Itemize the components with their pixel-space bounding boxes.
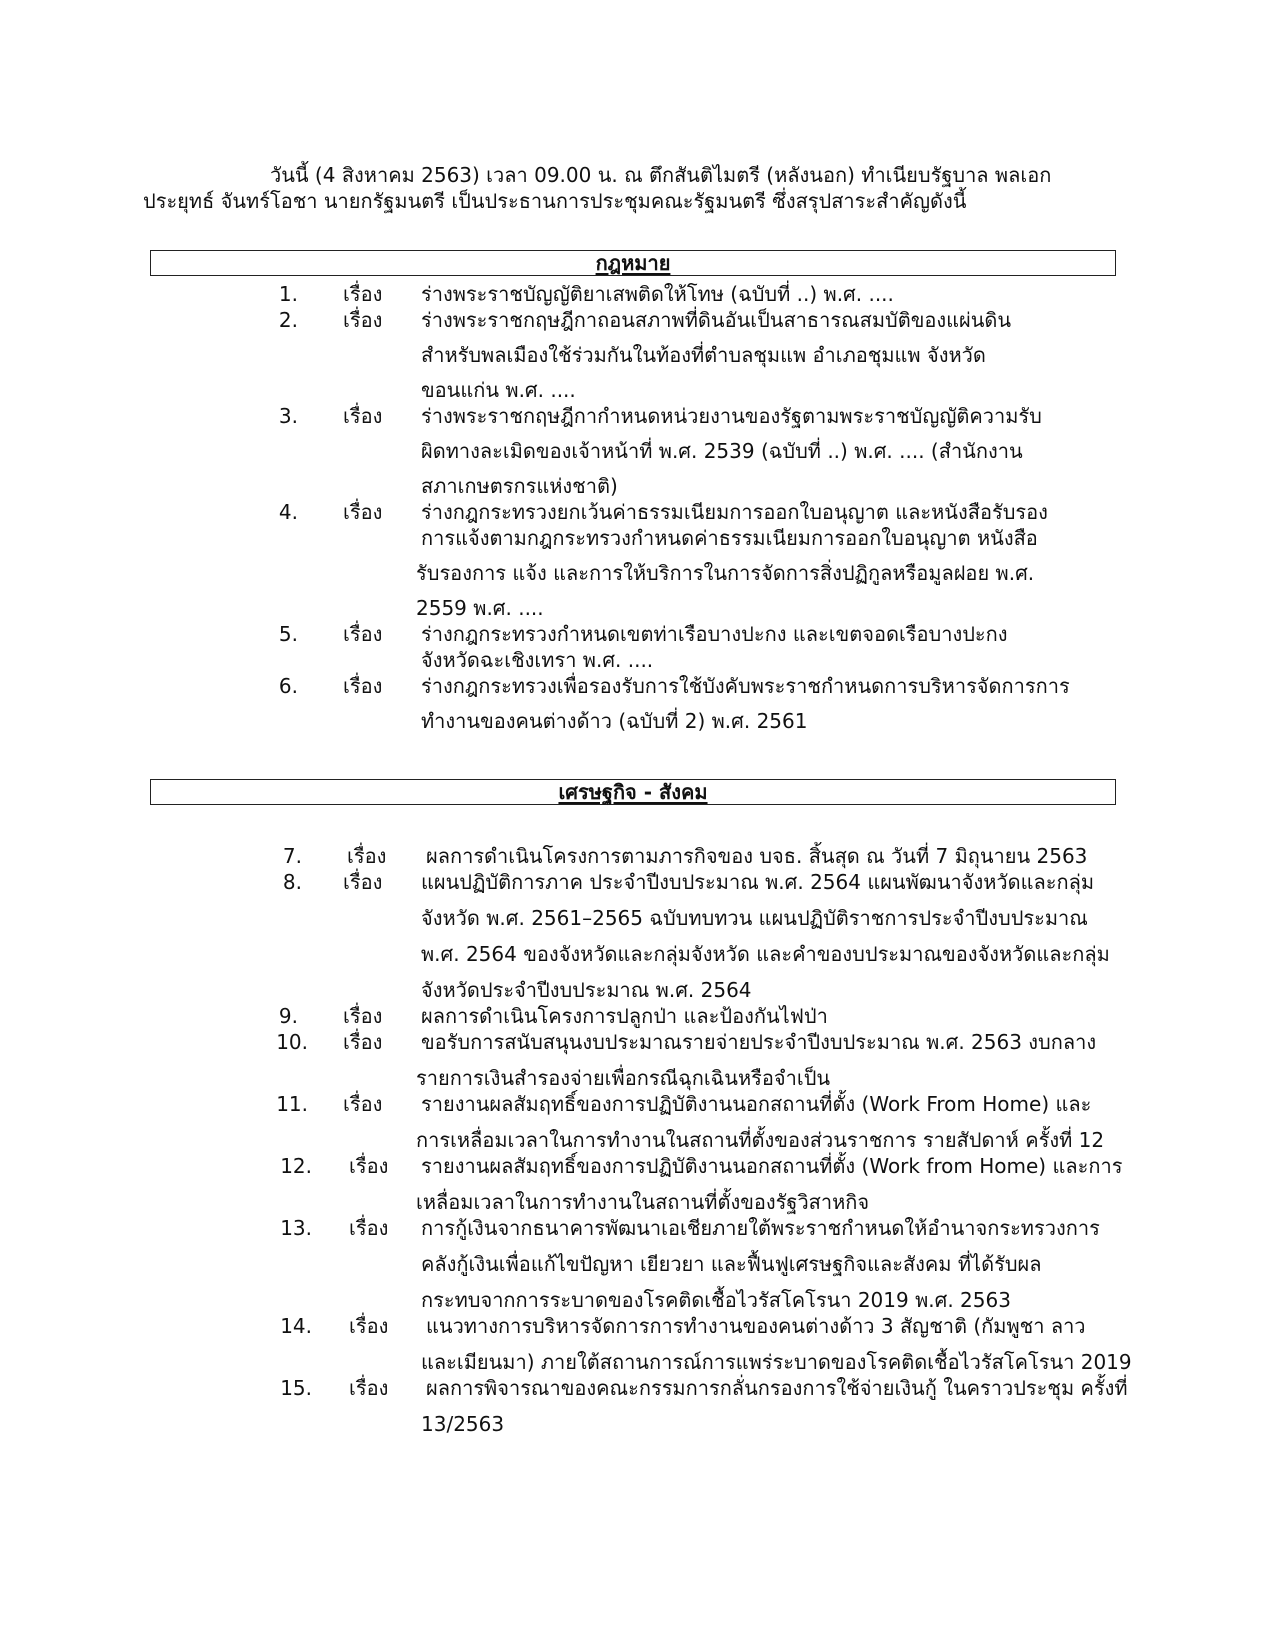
item-text: ผลการดำเนินโครงการตามภารกิจของ บจธ. สิ้นสุด ณ วันที่ 7 มิถุนายน 2563 (426, 844, 1088, 868)
item-label: เรื่อง (347, 844, 387, 868)
item-number: 3. (278, 404, 298, 428)
item-text: เหลื่อมเวลาในการทำงานในสถานที่ตั้งของรัฐวิสาหกิจ (416, 1190, 870, 1214)
item-text: พ.ศ. 2564 ของจังหวัดและกลุ่มจังหวัด และคำของบประมาณของจังหวัดและกลุ่ม (421, 942, 1110, 966)
item-number: 5. (278, 622, 298, 646)
item-number: 9. (278, 1004, 298, 1028)
item-text: จังหวัดประจำปีงบประมาณ พ.ศ. 2564 (421, 978, 752, 1002)
item-number: 2. (278, 308, 298, 332)
item-label: เรื่อง (343, 1004, 383, 1028)
item-label: เรื่อง (343, 870, 383, 894)
item-text: ขอนแก่น พ.ศ. .... (421, 378, 576, 402)
item-label: เรื่อง (343, 674, 383, 698)
item-text: รายการเงินสำรองจ่ายเพื่อกรณีฉุกเฉินหรือจำเป็น (416, 1066, 831, 1090)
item-text: ผลการพิจารณาของคณะกรรมการกลั่นกรองการใช้จ่ายเงินกู้ ในคราวประชุม ครั้งที่ (426, 1376, 1128, 1400)
intro-line-2: ประยุทธ์ จันทร์โอชา นายกรัฐมนตรี เป็นประธานการประชุมคณะรัฐมนตรี ซึ่งสรุปสาระสำคัญดังนี้ (143, 189, 967, 213)
item-number: 6. (278, 674, 298, 698)
item-label: เรื่อง (349, 1216, 389, 1240)
item-text: ผิดทางละเมิดของเจ้าหน้าที่ พ.ศ. 2539 (ฉบับที่ ..) พ.ศ. .... (สำนักงาน (421, 439, 1023, 463)
item-text: ร่างกฎกระทรวงกำหนดเขตท่าเรือบางปะกง และเขตจอดเรือบางปะกง (421, 622, 1008, 646)
item-label: เรื่อง (343, 1030, 383, 1054)
item-label: เรื่อง (343, 282, 383, 306)
item-text: รายงานผลสัมฤทธิ์ของการปฏิบัติงานนอกสถานที่ตั้ง (Work from Home) และการ (421, 1154, 1123, 1178)
section-title-econ: เศรษฐกิจ - สังคม (558, 780, 708, 804)
item-label: เรื่อง (349, 1314, 389, 1338)
section-header-econ (150, 779, 1116, 805)
item-text: สำหรับพลเมืองใช้ร่วมกันในท้องที่ตำบลชุมแพ อำเภอชุมแพ จังหวัด (421, 343, 986, 367)
item-text: ร่างพระราชบัญญัติยาเสพติดให้โทษ (ฉบับที่ ..) พ.ศ. .... (421, 282, 894, 306)
item-number: 14. (280, 1314, 312, 1338)
item-text: จังหวัด พ.ศ. 2561–2565 ฉบับทบทวน แผนปฏิบัติราชการประจำปีงบประมาณ (421, 906, 1088, 930)
item-label: เรื่อง (343, 1092, 383, 1116)
item-text: และเมียนมา) ภายใต้สถานการณ์การแพร่ระบาดของโรคติดเชื้อไวรัสโคโรนา 2019 (421, 1350, 1132, 1374)
item-text: การกู้เงินจากธนาคารพัฒนาเอเชียภายใต้พระราชกำหนดให้อำนาจกระทรวงการ (421, 1216, 1100, 1240)
item-text: การแจ้งตามกฎกระทรวงกำหนดค่าธรรมเนียมการออกใบอนุญาต หนังสือ (421, 526, 1038, 550)
item-text: 13/2563 (421, 1412, 505, 1436)
item-label: เรื่อง (349, 1376, 389, 1400)
item-text: ร่างพระราชกฤษฎีกากำหนดหน่วยงานของรัฐตามพระราชบัญญัติความรับ (421, 404, 1042, 428)
section-title-law: กฎหมาย (595, 251, 671, 275)
item-text: ผลการดำเนินโครงการปลูกป่า และป้องกันไฟป่า (421, 1004, 828, 1028)
item-text: 2559 พ.ศ. .... (416, 596, 544, 620)
item-number: 11. (276, 1092, 308, 1116)
item-label: เรื่อง (349, 1154, 389, 1178)
item-text: คลังกู้เงินเพื่อแก้ไขปัญหา เยียวยา และฟื้นฟูเศรษฐกิจและสังคม ที่ได้รับผล (421, 1252, 1042, 1276)
item-text: แนวทางการบริหารจัดการการทำงานของคนต่างด้าว 3 สัญชาติ (กัมพูชา ลาว (426, 1314, 1086, 1338)
item-number: 10. (276, 1030, 308, 1054)
item-text: สภาเกษตรกรแห่งชาติ) (421, 474, 618, 498)
item-label: เรื่อง (343, 622, 383, 646)
section-header-law (150, 250, 1116, 276)
item-number: 13. (280, 1216, 312, 1240)
item-text: ร่างกฎกระทรวงเพื่อรองรับการใช้บังคับพระราชกำหนดการบริหารจัดการการ (421, 674, 1070, 698)
item-number: 8. (282, 870, 302, 894)
item-text: ทำงานของคนต่างด้าว (ฉบับที่ 2) พ.ศ. 2561 (421, 709, 808, 733)
item-number: 7. (282, 844, 302, 868)
item-label: เรื่อง (343, 500, 383, 524)
item-text: ขอรับการสนับสนุนงบประมาณรายจ่ายประจำปีงบประมาณ พ.ศ. 2563 งบกลาง (421, 1030, 1097, 1054)
item-text: ร่างพระราชกฤษฎีกาถอนสภาพที่ดินอันเป็นสาธารณสมบัติของแผ่นดิน (421, 308, 1012, 332)
item-text: จังหวัดฉะเชิงเทรา พ.ศ. .... (421, 648, 654, 672)
item-number: 4. (278, 500, 298, 524)
item-label: เรื่อง (343, 308, 383, 332)
item-text: แผนปฏิบัติการภาค ประจำปีงบประมาณ พ.ศ. 2564 แผนพัฒนาจังหวัดและกลุ่ม (421, 870, 1095, 894)
item-number: 1. (278, 282, 298, 306)
item-text: ร่างกฎกระทรวงยกเว้นค่าธรรมเนียมการออกใบอนุญาต และหนังสือรับรอง (421, 500, 1048, 524)
intro-line-1: วันนี้ (4 สิงหาคม 2563) เวลา 09.00 น. ณ ตึกสันติไมตรี (หลังนอก) ทำเนียบรัฐบาล พลเอก (270, 163, 1052, 187)
item-label: เรื่อง (343, 404, 383, 428)
item-number: 15. (280, 1376, 312, 1400)
item-number: 12. (280, 1154, 312, 1178)
item-text: รับรองการ แจ้ง และการให้บริการในการจัดการสิ่งปฏิกูลหรือมูลฝอย พ.ศ. (416, 561, 1035, 585)
item-text: รายงานผลสัมฤทธิ์ของการปฏิบัติงานนอกสถานที่ตั้ง (Work From Home) และ (421, 1092, 1092, 1116)
item-text: กระทบจากการระบาดของโรคติดเชื้อไวรัสโคโรนา 2019 พ.ศ. 2563 (421, 1288, 1011, 1312)
item-text: การเหลื่อมเวลาในการทำงานในสถานที่ตั้งของส่วนราชการ รายสัปดาห์ ครั้งที่ 12 (416, 1128, 1105, 1152)
